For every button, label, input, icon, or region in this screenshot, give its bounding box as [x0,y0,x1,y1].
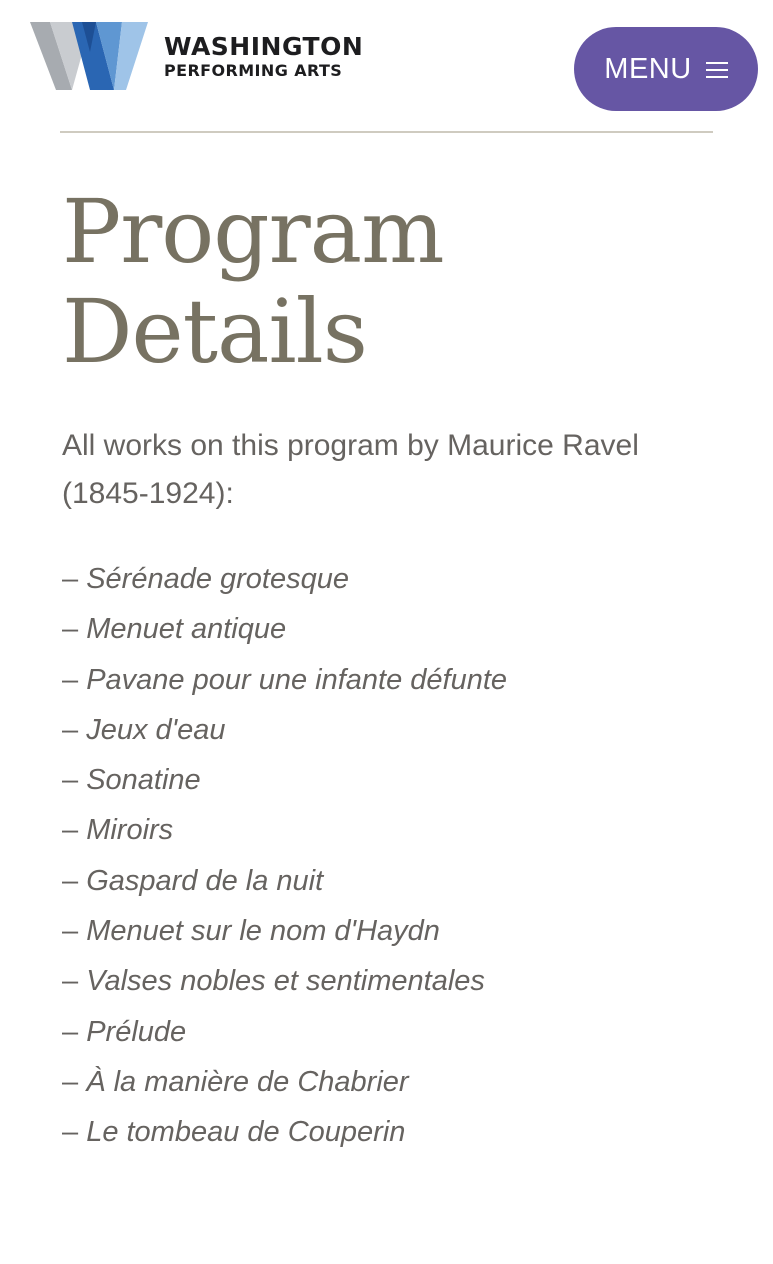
work-item: – Jeux d'eau [62,713,226,746]
work-item: – Le tombeau de Couperin [62,1116,406,1149]
site-header [0,0,773,134]
work-title: Sérénade grotesque [86,563,349,595]
work-item: – Gaspard de la nuit [62,864,324,897]
works-list [62,554,712,1158]
work-title: Menuet sur le nom d'Haydn [86,915,440,948]
hamburger-icon [706,60,728,78]
work-item: – Menuet antique [62,613,287,646]
menu-button[interactable] [574,27,758,111]
work-title: Le tombeau de Couperin [86,1116,406,1149]
work-item: – Sonatine [62,764,201,797]
logo-line-washington: WASHINGTON [164,32,364,61]
work-title: À la manière de Chabrier [86,1065,409,1098]
logo-line-performing-arts: PERFORMING ARTS [164,61,343,80]
work-item: – Pavane pour une infante défunte [62,663,508,696]
work-item: – Miroirs [62,814,174,847]
header-divider [60,131,713,133]
menu-label: MENU [604,52,692,85]
work-title: Menuet antique [86,613,287,646]
logo-wordmark [164,33,363,81]
page-title-line2: Details [62,280,367,383]
work-item: – À la manière de Chabrier [62,1065,409,1098]
work-item: – Prélude [62,1015,187,1048]
work-title: Valses nobles et sentimentales [86,965,485,998]
work-item: – Menuet sur le nom d'Haydn [62,915,440,948]
site-logo[interactable] [30,22,363,92]
work-item: – Sérénade grotesque [62,563,349,595]
program-intro: All works on this program by Maurice Ravel (1845-1924): [62,429,639,510]
work-item: – Valses nobles et sentimentales [62,965,485,998]
work-title: Jeux d'eau [86,713,226,746]
work-title: Miroirs [86,814,174,847]
work-title: Pavane pour une infante défunte [86,663,508,696]
wpa-logo-icon [30,22,152,92]
work-title: Gaspard de la nuit [86,864,324,897]
work-title: Sonatine [86,764,201,797]
page-title [62,182,722,382]
work-title: Prélude [86,1015,187,1048]
page-title-line1: Program [62,180,444,283]
